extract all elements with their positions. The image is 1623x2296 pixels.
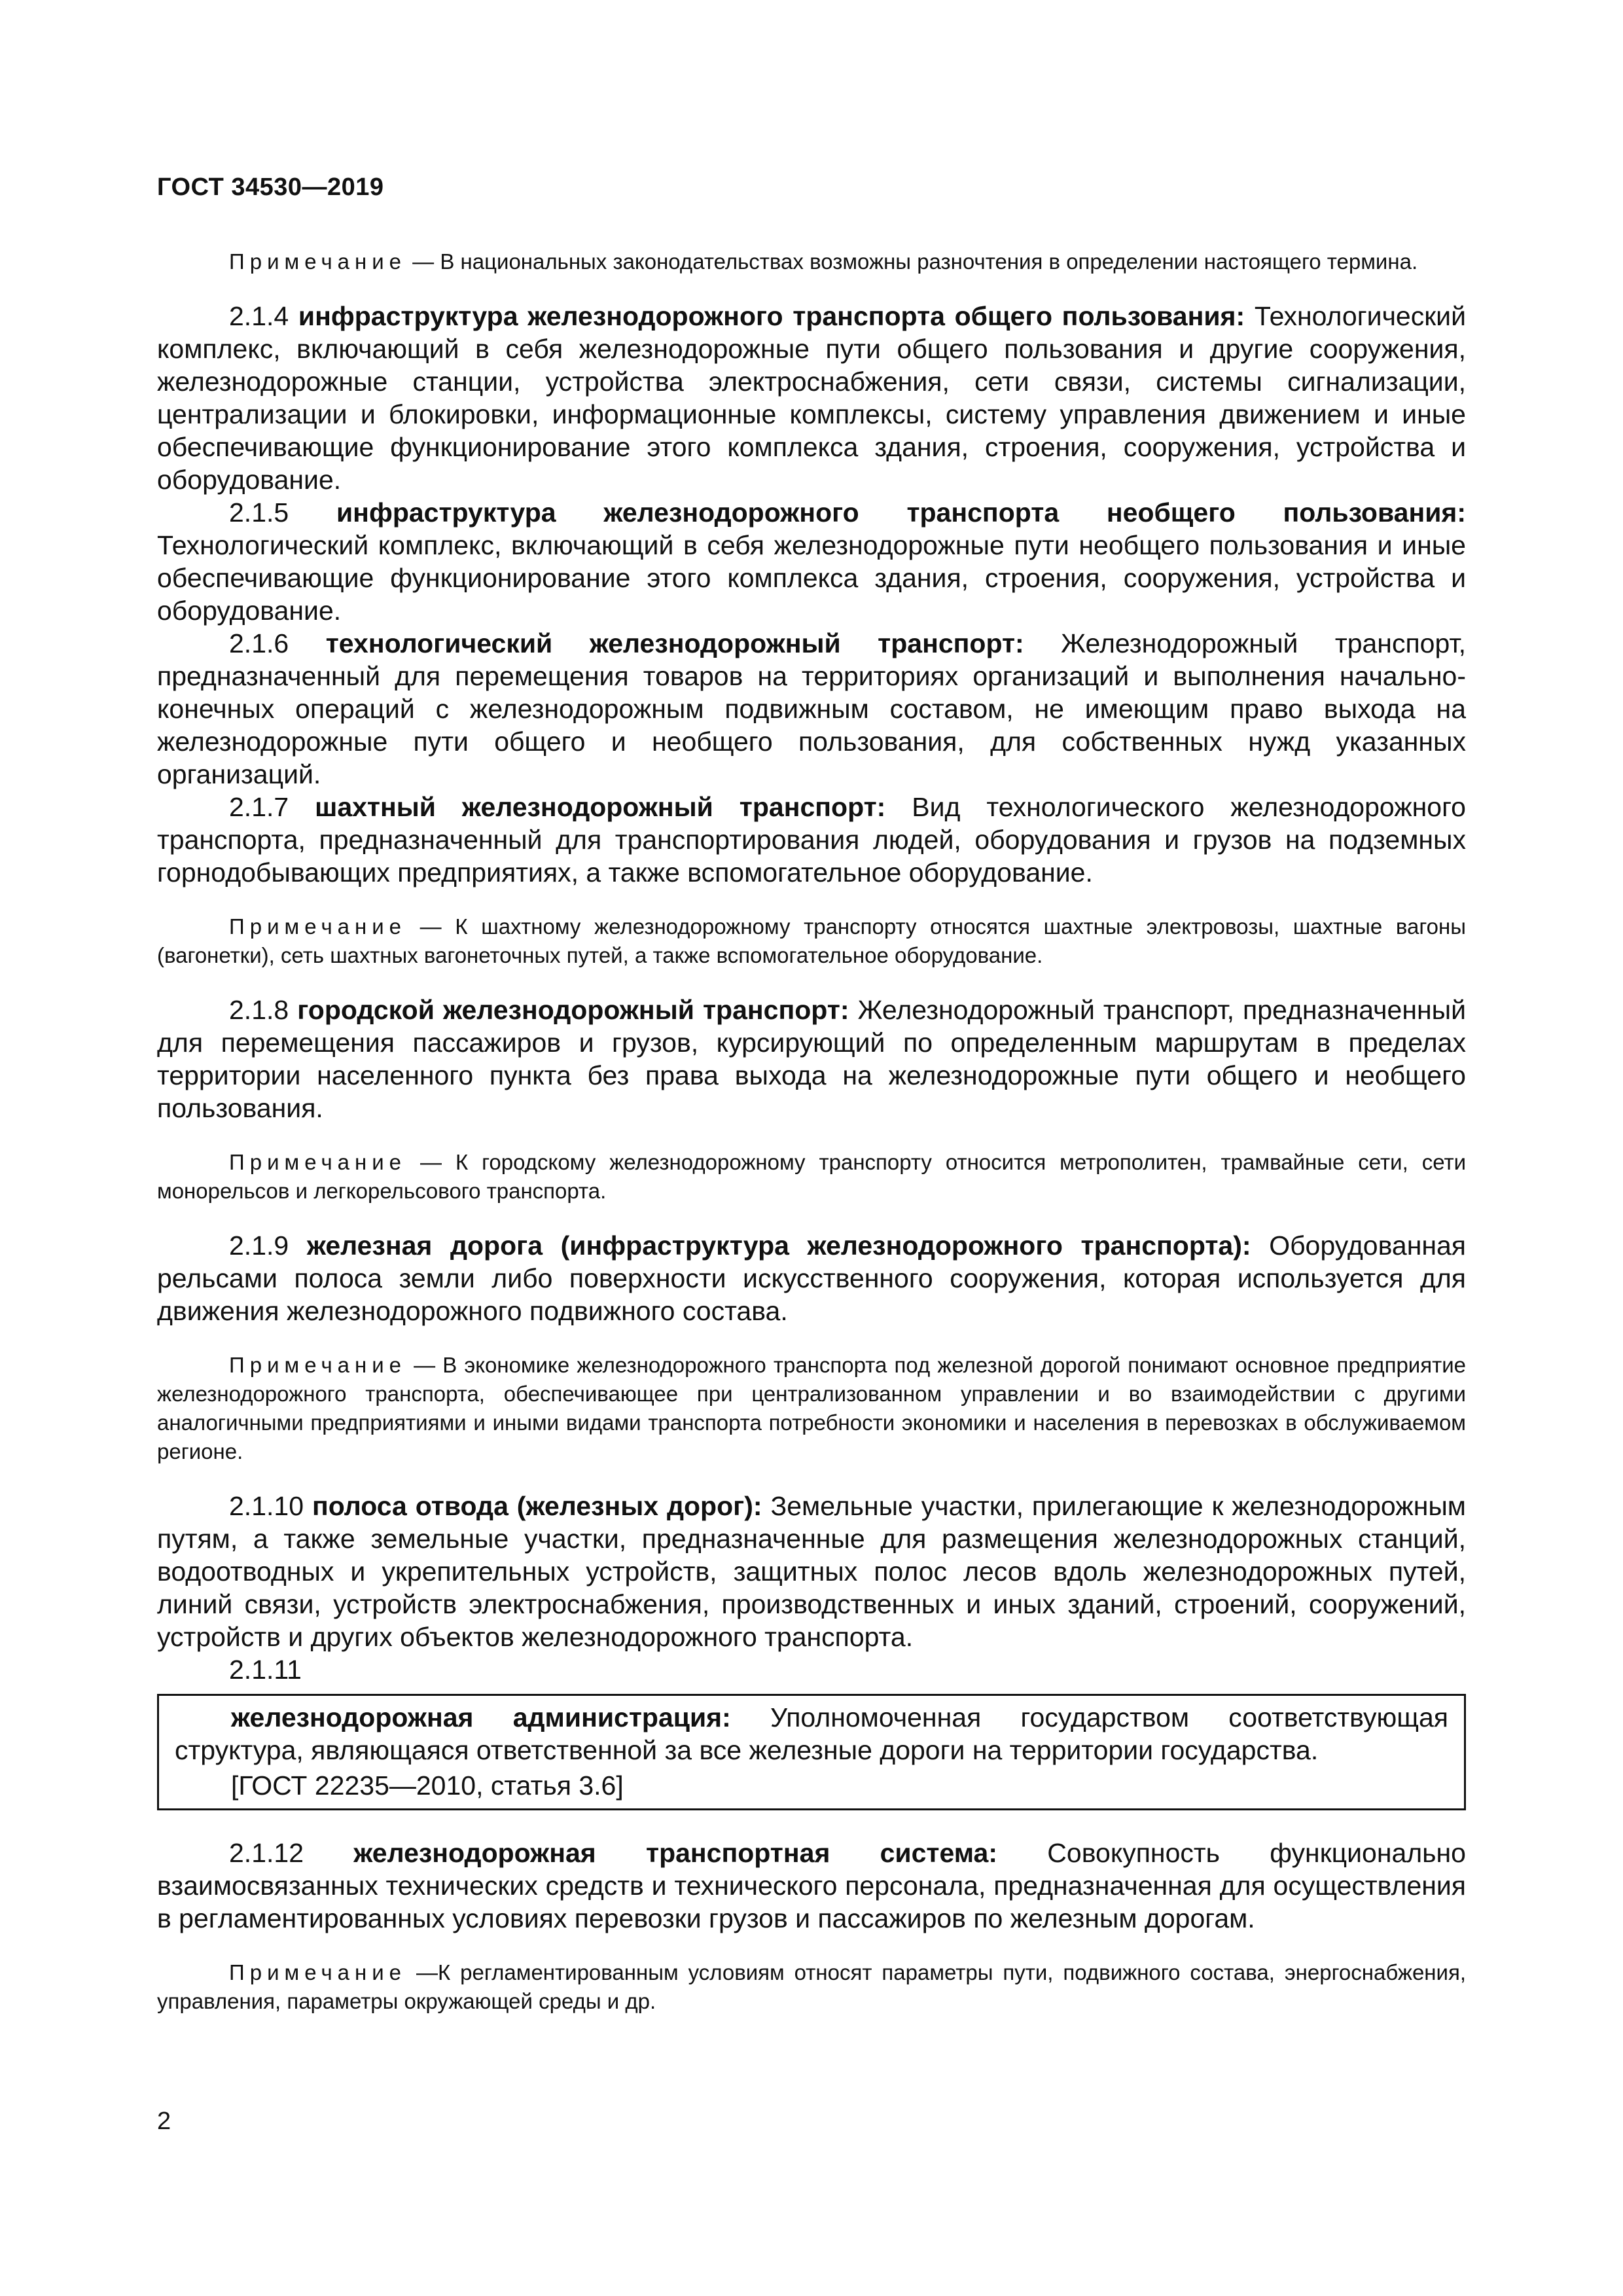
note-paragraph — [157, 247, 1466, 276]
term-reference: [ГОСТ 22235—2010, статья 3.6] — [231, 1770, 624, 1801]
clause-number: 2.1.7 — [229, 792, 289, 822]
clause-number: 2.1.9 — [229, 1230, 289, 1261]
term-definition: Уполномоченная государством соответствующая структура, являющаяся ответственной за все железные дороги на территории государства. — [175, 1702, 1448, 1765]
note-text: К шахтному железнодорожному транспорту относятся шахтные электровозы, шахтные вагоны (вагонетки), сеть шахтных вагонеточных путей, а также вспомогательное оборудование. — [157, 914, 1466, 967]
term-paragraph-2-1-8 — [157, 994, 1466, 1124]
clause-number: 2.1.5 — [229, 497, 289, 528]
note-paragraph — [157, 912, 1466, 970]
term-title: полоса отвода (железных дорог): — [312, 1491, 762, 1521]
note-paragraph — [157, 1958, 1466, 2016]
term-title: городской железнодорожный транспорт: — [297, 995, 849, 1025]
clause-number: 2.1.6 — [229, 628, 289, 658]
note-label: Примечание — [229, 914, 407, 939]
note-dash: — — [406, 914, 455, 939]
term-title: инфраструктура железнодорожного транспорта общего пользования: — [298, 301, 1245, 331]
note-dash: — — [406, 1150, 455, 1174]
term-definition: Железнодорожный транспорт, предназначенный для перемещения товаров на территориях организаций и выполнения начально-конечных операций с железнодорожным подвижным составом, не имеющим право выхода на железнодорожные пути общего и необщего пользования, для собственных нужд указанных организаций. — [157, 628, 1466, 789]
note-text: В экономике железнодорожного транспорта под железной дорогой понимают основное предприятие железнодорожного транспорта, обеспечивающее при централизованном управлении и во взаимодействии с другими аналогичными предприятиями и иными видами транспорта потребности экономики и населения в перевозках в обслуживаемом регионе. — [157, 1353, 1467, 1463]
term-definition: Железнодорожный транспорт, предназначенный для перемещения пассажиров и грузов, курсирующий по определенным маршрутам в пределах территории населенного пункта без права выхода на железнодорожные пути общего и необщего пользования. — [157, 995, 1466, 1123]
note-paragraph — [157, 1351, 1466, 1466]
term-definition: Технологический комплекс, включающий в себя железнодорожные пути общего пользования и другие сооружения, железнодорожные станции, устройства электроснабжения, сети связи, системы сигнализации, централизации и блокировки, информационные комплексы, систему управления движением и иные обеспечивающие функционирование этого комплекса здания, строения, сооружения, устройства и оборудование. — [157, 301, 1466, 495]
term-definition: Вид технологического железнодорожного транспорта, предназначенный для транспортирования людей, оборудования и грузов на подземных горнодобывающих предприятиях, а также вспомогательное оборудование. — [157, 792, 1466, 888]
term-title: шахтный железнодорожный транспорт: — [315, 792, 886, 822]
term-paragraph-2-1-7 — [157, 791, 1466, 889]
term-paragraph-2-1-12 — [157, 1837, 1466, 1935]
standard-code: ГОСТ 34530—2019 — [157, 173, 384, 201]
term-title: железная дорога (инфраструктура железнодорожного транспорта): — [306, 1230, 1251, 1261]
clause-number: 2.1.12 — [229, 1838, 304, 1868]
term-paragraph-2-1-9 — [157, 1229, 1466, 1327]
term-paragraph-2-1-6 — [157, 627, 1466, 791]
term-title: технологический железнодорожный транспорт: — [325, 628, 1024, 658]
clause-number-2-1-11: 2.1.11 — [229, 1655, 302, 1685]
term-paragraph-2-1-5 — [157, 496, 1466, 627]
note-text: К городскому железнодорожному транспорту относится метрополитен, трамвайные сети, сети монорельсов и легкорельсового транспорта. — [157, 1150, 1466, 1203]
note-label: Примечание — [229, 249, 407, 274]
term-definition: Земельные участки, прилегающие к железнодорожным путям, а также земельные участки, предназначенные для размещения железнодорожных станций, водоотводных и укрепительных устройств, защитных полос лесов вдоль железнодорожных путей, линий связи, устройств электроснабжения, производственных и иных зданий, строений, сооружений, устройств и других объектов железнодорожного транспорта. — [157, 1491, 1466, 1652]
term-title: железнодорожная администрация: — [231, 1702, 731, 1732]
term-paragraph-2-1-4 — [157, 300, 1466, 496]
document-body — [157, 247, 1466, 2016]
note-label: Примечание — [229, 1960, 407, 1984]
note-dash: — — [406, 1353, 443, 1377]
note-label: Примечание — [229, 1150, 407, 1174]
term-definition: Технологический комплекс, включающий в себя железнодорожные пути необщего пользования и иные обеспечивающие функционирование этого комплекса здания, строения, сооружения, устройства и оборудование. — [157, 530, 1466, 626]
term-paragraph-2-1-10 — [157, 1490, 1466, 1653]
boxed-term-2-1-11 — [157, 1694, 1466, 1810]
note-label: Примечание — [229, 1353, 407, 1377]
term-definition: Совокупность функционально взаимосвязанных технических средств и технического персонала, предназначенная для осуществления в регламентированных условиях перевозки грузов и пассажиров по железным дорогам. — [157, 1838, 1466, 1933]
note-text: К регламентированным условиям относят параметры пути, подвижного состава, энергоснабжения, управления, параметры окружающей среды и др. — [157, 1960, 1466, 2013]
note-text: В национальных законодательствах возможны разночтения в определении настоящего термина. — [440, 249, 1418, 274]
note-dash: — — [406, 1960, 438, 1984]
boxed-term-paragraph — [175, 1701, 1448, 1767]
term-title: инфраструктура железнодорожного транспорта необщего пользования: — [336, 497, 1466, 528]
note-dash: — — [406, 249, 440, 274]
page-number: 2 — [157, 2108, 171, 2135]
term-title: железнодорожная транспортная система: — [353, 1838, 998, 1868]
clause-number: 2.1.8 — [229, 995, 289, 1025]
clause-number: 2.1.10 — [229, 1491, 304, 1521]
document-page — [157, 0, 1466, 2296]
clause-number: 2.1.4 — [229, 301, 289, 331]
note-paragraph — [157, 1148, 1466, 1206]
term-definition: Оборудованная рельсами полоса земли либо поверхности искусственного сооружения, которая используется для движения железнодорожного подвижного состава. — [157, 1230, 1466, 1326]
